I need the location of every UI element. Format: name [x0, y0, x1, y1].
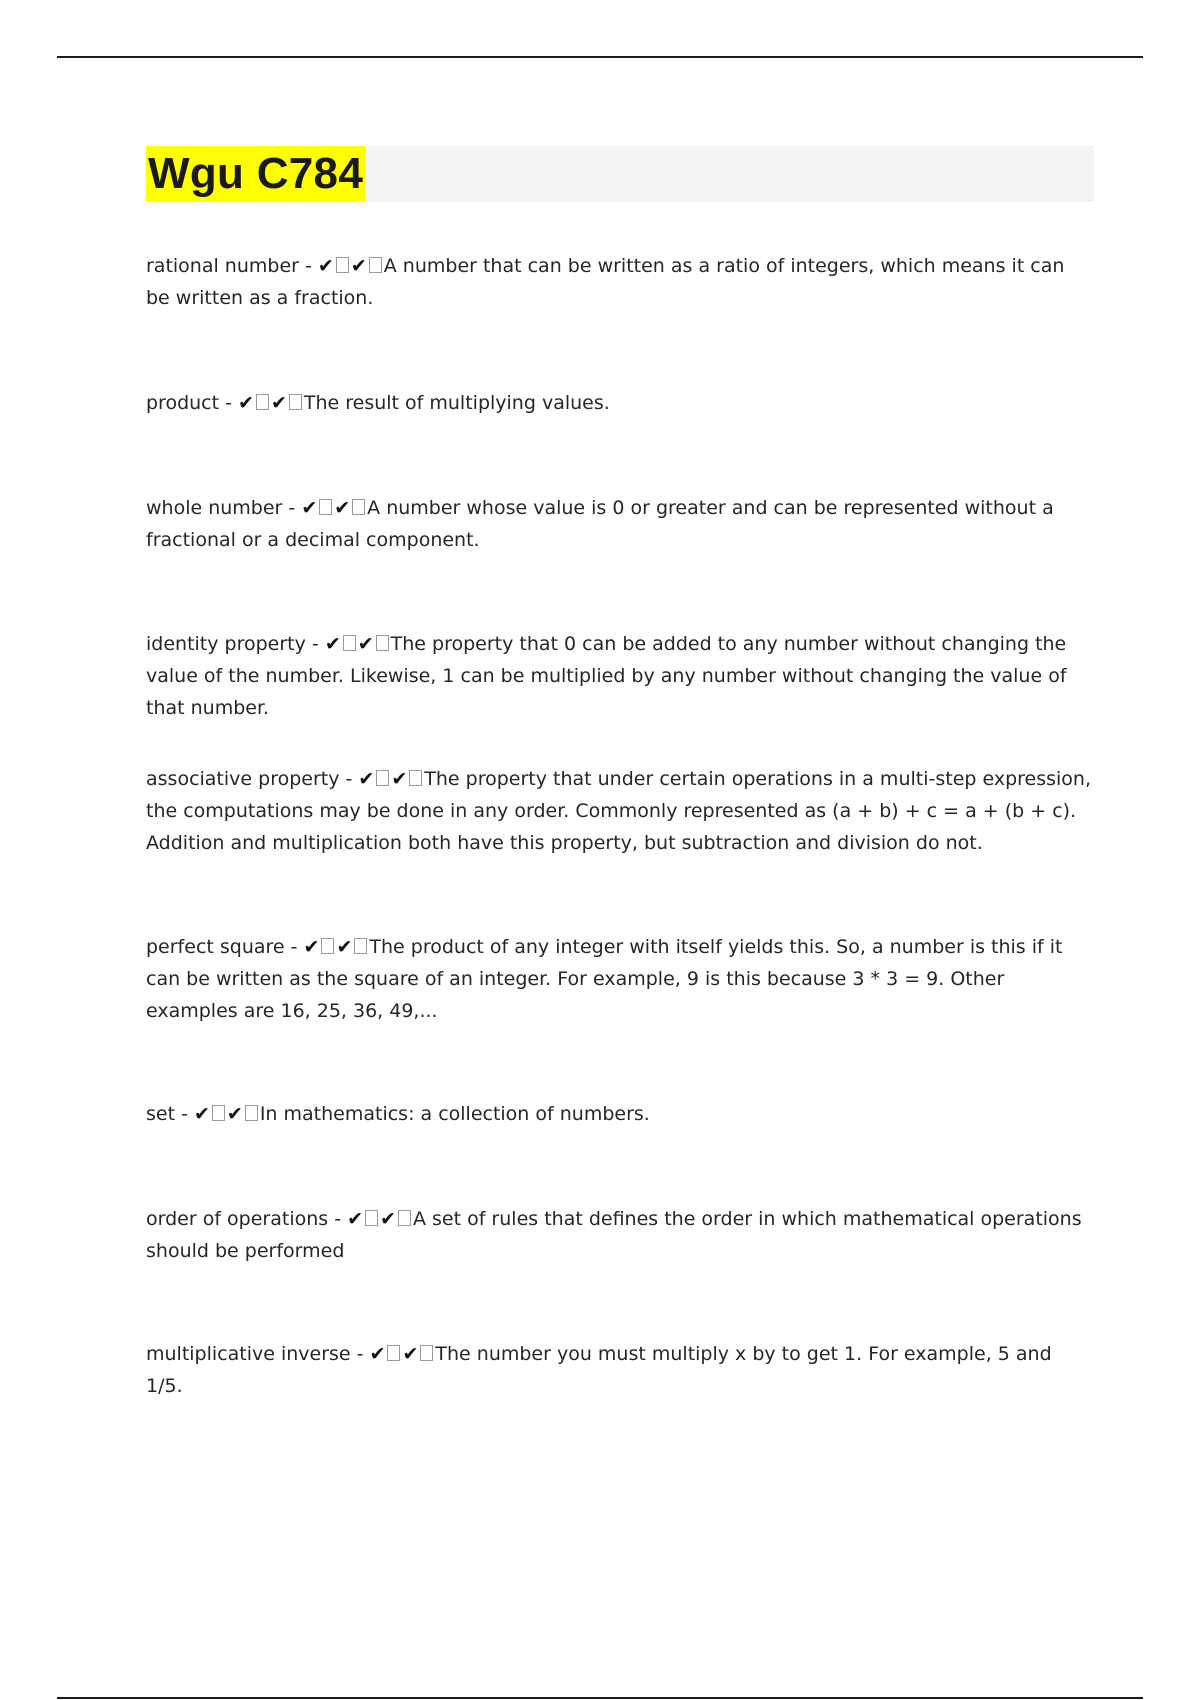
checkmark-icon: ✔ ✔	[370, 1343, 436, 1365]
term: set	[146, 1103, 176, 1125]
list-item: associative property - ✔ ✔ The property that under certain operations in a multi-step expression, the computations may be done in any order. Commonly represented as (a + b) + c = a + (b + c). Addition and multiplication both have this property, but subtraction and division do not.	[146, 768, 1092, 854]
term: whole number	[146, 497, 283, 519]
checkmark-icon: ✔ ✔	[304, 936, 370, 958]
page-title: Wgu C784	[146, 146, 365, 202]
definition: A number that can be written as a ratio of integers, which means it can be written as a fraction.	[146, 255, 1065, 309]
checkmark-icon: ✔ ✔	[347, 1208, 413, 1230]
term: rational number	[146, 255, 299, 277]
list-item: multiplicative inverse - ✔ ✔ The number you must multiply x by to get 1. For example, 5 and 1/5.	[146, 1343, 1052, 1397]
top-rule	[57, 56, 1143, 58]
list-item: set - ✔ ✔ In mathematics: a collection of numbers.	[146, 1103, 650, 1125]
definition: The property that 0 can be added to any number without changing the value of the number. Likewise, 1 can be multiplied by any number without changing the value of that number.	[146, 633, 1067, 719]
definition: The product of any integer with itself yields this. So, a number is this if it can be written as the square of an integer. For example, 9 is this because 3 * 3 = 9. Other examples are 16, 25, 36, 49,...	[146, 936, 1063, 1022]
term: perfect square	[146, 936, 285, 958]
list-item: rational number - ✔ ✔ A number that can be written as a ratio of integers, which means it can be written as a fraction.	[146, 255, 1065, 309]
checkmark-icon: ✔ ✔	[325, 633, 391, 655]
definition: The property that under certain operations in a multi-step expression, the computations may be done in any order. Commonly represented as (a + b) + c = a + (b + c). Addition and multiplication both have this property, but subtraction and division do not.	[146, 768, 1092, 854]
checkmark-icon: ✔ ✔	[301, 497, 367, 519]
term: multiplicative inverse	[146, 1343, 351, 1365]
checkmark-icon: ✔ ✔	[358, 768, 424, 790]
definition: The result of multiplying values.	[303, 392, 610, 414]
list-item: product - ✔ ✔ The result of multiplying values.	[146, 392, 610, 414]
definition: The number you must multiply x by to get 1. For example, 5 and 1/5.	[146, 1343, 1052, 1397]
definition: In mathematics: a collection of numbers.	[259, 1103, 650, 1125]
checkmark-icon: ✔ ✔	[238, 392, 304, 414]
checkmark-icon: ✔ ✔	[194, 1103, 260, 1125]
checkmark-icon: ✔ ✔	[318, 255, 384, 277]
term: product	[146, 392, 220, 414]
term: identity property	[146, 633, 306, 655]
list-item: perfect square - ✔ ✔ The product of any integer with itself yields this. So, a number is this if it can be written as the square of an integer. For example, 9 is this because 3 * 3 = 9. Other examples are 16, 25, 36, 49,...	[146, 936, 1063, 1022]
list-item: order of operations - ✔ ✔ A set of rules that defines the order in which mathematical operations should be performed	[146, 1208, 1082, 1262]
definition: A set of rules that defines the order in which mathematical operations should be performed	[146, 1208, 1082, 1262]
definition: A number whose value is 0 or greater and can be represented without a fractional or a decimal component.	[146, 497, 1054, 551]
term: associative property	[146, 768, 340, 790]
bottom-rule	[57, 1697, 1143, 1699]
list-item: identity property - ✔ ✔ The property that 0 can be added to any number without changing the value of the number. Likewise, 1 can be multiplied by any number without changing the value of that number.	[146, 633, 1067, 719]
list-item: whole number - ✔ ✔ A number whose value is 0 or greater and can be represented without a fractional or a decimal component.	[146, 497, 1054, 551]
term: order of operations	[146, 1208, 329, 1230]
